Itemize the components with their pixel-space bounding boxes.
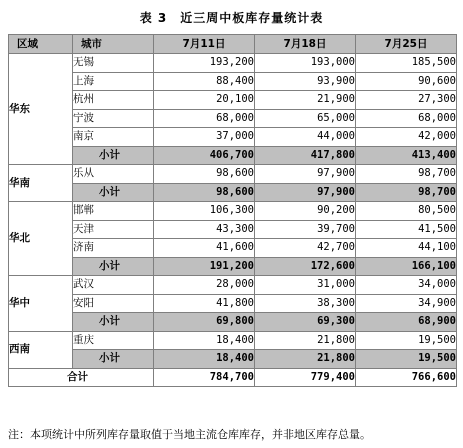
table-row xyxy=(9,128,457,147)
week-1-value: 41,800 xyxy=(154,294,255,313)
table-row xyxy=(9,109,457,128)
city-name: 安阳 xyxy=(73,294,154,313)
city-name: 济南 xyxy=(73,239,154,258)
subtotal-row xyxy=(9,183,457,202)
week-1-value: 106,300 xyxy=(154,202,255,221)
subtotal-week-1: 18,400 xyxy=(154,350,255,369)
city-name: 武汉 xyxy=(73,276,154,295)
table-row xyxy=(9,54,457,73)
week-2-value: 42,700 xyxy=(255,239,356,258)
table-caption: 表 3 近三周中板库存量统计表 xyxy=(139,11,324,25)
header-city: 城市 xyxy=(73,35,154,54)
week-1-value: 37,000 xyxy=(154,128,255,147)
header-week-1: 7月11日 xyxy=(154,35,255,54)
footnote: 注：本项统计中所列库存量取值于当地主流仓库库存，并非地区库存总量。 xyxy=(8,428,371,441)
subtotal-week-2: 417,800 xyxy=(255,146,356,165)
week-3-value: 41,500 xyxy=(356,220,457,239)
week-3-value: 90,600 xyxy=(356,72,457,91)
total-week-2: 779,400 xyxy=(255,368,356,387)
week-2-value: 65,000 xyxy=(255,109,356,128)
subtotal-label: 小计 xyxy=(73,313,154,332)
region-name: 华东 xyxy=(9,54,73,165)
week-1-value: 98,600 xyxy=(154,165,255,184)
subtotal-row xyxy=(9,146,457,165)
week-1-value: 18,400 xyxy=(154,331,255,350)
city-name: 天津 xyxy=(73,220,154,239)
subtotal-row xyxy=(9,313,457,332)
week-2-value: 97,900 xyxy=(255,165,356,184)
week-2-value: 193,000 xyxy=(255,54,356,73)
subtotal-label: 小计 xyxy=(73,146,154,165)
total-week-1: 784,700 xyxy=(154,368,255,387)
subtotal-label: 小计 xyxy=(73,183,154,202)
week-3-value: 27,300 xyxy=(356,91,457,110)
subtotal-week-1: 191,200 xyxy=(154,257,255,276)
header-week-3: 7月25日 xyxy=(356,35,457,54)
week-2-value: 39,700 xyxy=(255,220,356,239)
subtotal-week-3: 98,700 xyxy=(356,183,457,202)
subtotal-row xyxy=(9,257,457,276)
header-region: 区域 xyxy=(9,35,73,54)
table-row xyxy=(9,72,457,91)
week-2-value: 93,900 xyxy=(255,72,356,91)
subtotal-week-1: 69,800 xyxy=(154,313,255,332)
subtotal-week-3: 166,100 xyxy=(356,257,457,276)
region-name: 华北 xyxy=(9,202,73,276)
week-2-value: 21,900 xyxy=(255,91,356,110)
subtotal-week-3: 19,500 xyxy=(356,350,457,369)
city-name: 乐从 xyxy=(73,165,154,184)
subtotal-label: 小计 xyxy=(73,257,154,276)
city-name: 上海 xyxy=(73,72,154,91)
subtotal-row xyxy=(9,350,457,369)
week-3-value: 34,900 xyxy=(356,294,457,313)
region-name: 华南 xyxy=(9,165,73,202)
week-3-value: 68,000 xyxy=(356,109,457,128)
header-row xyxy=(9,35,457,54)
week-3-value: 34,000 xyxy=(356,276,457,295)
week-1-value: 28,000 xyxy=(154,276,255,295)
table-row xyxy=(9,91,457,110)
region-name: 西南 xyxy=(9,331,73,368)
total-week-3: 766,600 xyxy=(356,368,457,387)
week-3-value: 42,000 xyxy=(356,128,457,147)
week-1-value: 193,200 xyxy=(154,54,255,73)
week-3-value: 80,500 xyxy=(356,202,457,221)
region-name: 华中 xyxy=(9,276,73,332)
total-row xyxy=(9,368,457,387)
week-1-value: 41,600 xyxy=(154,239,255,258)
table-row xyxy=(9,239,457,258)
week-3-value: 98,700 xyxy=(356,165,457,184)
subtotal-week-2: 69,300 xyxy=(255,313,356,332)
total-label: 合计 xyxy=(9,368,154,387)
table-row xyxy=(9,202,457,221)
subtotal-week-3: 68,900 xyxy=(356,313,457,332)
subtotal-week-3: 413,400 xyxy=(356,146,457,165)
city-name: 无锡 xyxy=(73,54,154,73)
table-row xyxy=(9,276,457,295)
city-name: 宁波 xyxy=(73,109,154,128)
week-1-value: 88,400 xyxy=(154,72,255,91)
week-1-value: 43,300 xyxy=(154,220,255,239)
week-1-value: 20,100 xyxy=(154,91,255,110)
week-3-value: 44,100 xyxy=(356,239,457,258)
subtotal-week-1: 406,700 xyxy=(154,146,255,165)
subtotal-label: 小计 xyxy=(73,350,154,369)
subtotal-week-1: 98,600 xyxy=(154,183,255,202)
week-3-value: 19,500 xyxy=(356,331,457,350)
week-2-value: 38,300 xyxy=(255,294,356,313)
city-name: 杭州 xyxy=(73,91,154,110)
week-2-value: 21,800 xyxy=(255,331,356,350)
city-name: 邯郸 xyxy=(73,202,154,221)
table-row xyxy=(9,294,457,313)
city-name: 重庆 xyxy=(73,331,154,350)
table-row xyxy=(9,220,457,239)
week-2-value: 90,200 xyxy=(255,202,356,221)
city-name: 南京 xyxy=(73,128,154,147)
week-2-value: 44,000 xyxy=(255,128,356,147)
week-1-value: 68,000 xyxy=(154,109,255,128)
subtotal-week-2: 97,900 xyxy=(255,183,356,202)
week-2-value: 31,000 xyxy=(255,276,356,295)
header-week-2: 7月18日 xyxy=(255,35,356,54)
table-row xyxy=(9,331,457,350)
week-3-value: 185,500 xyxy=(356,54,457,73)
inventory-table xyxy=(8,34,457,387)
table-row xyxy=(9,165,457,184)
subtotal-week-2: 21,800 xyxy=(255,350,356,369)
subtotal-week-2: 172,600 xyxy=(255,257,356,276)
